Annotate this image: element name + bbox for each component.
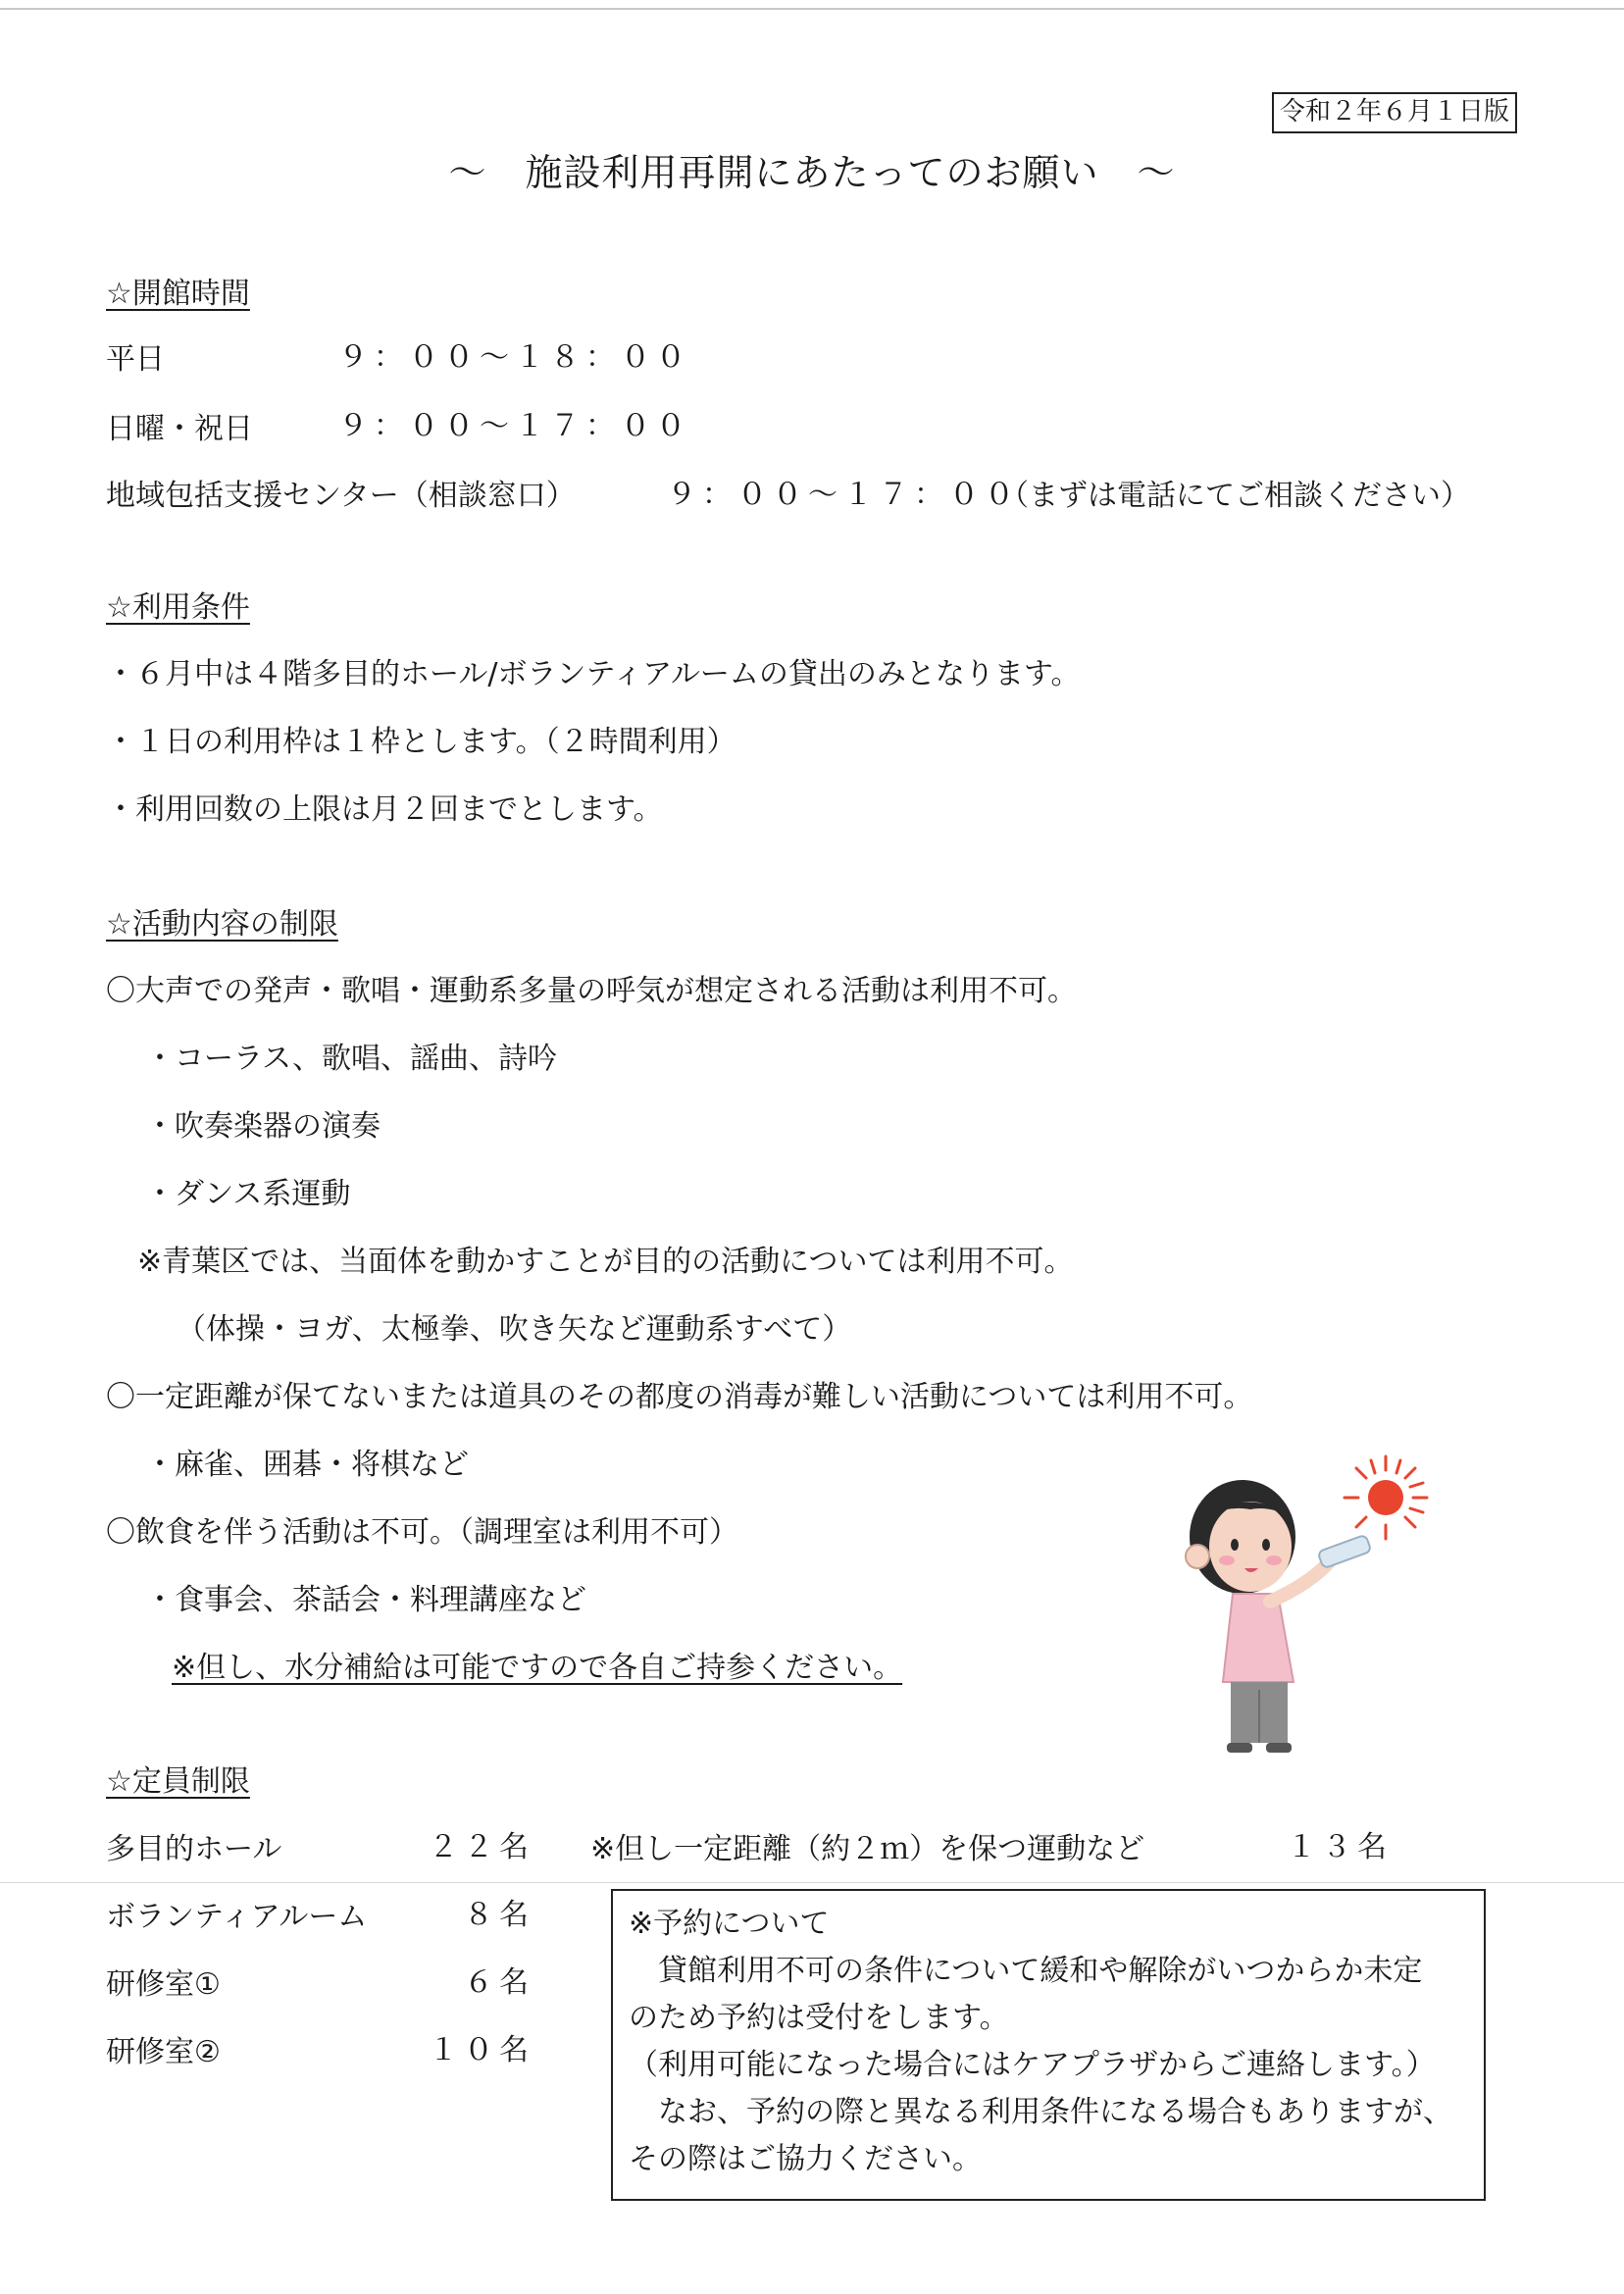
restriction-line: ・麻雀、囲碁・将棋など — [145, 1448, 469, 1482]
restriction-line: 〇大声での発声・歌唱・運動系多量の呼気が想定される活動は利用不可。 — [106, 974, 1077, 1008]
conditions-heading: ☆利用条件 — [106, 590, 250, 625]
water-note: ※但し、水分補給は可能ですので各自ご持参ください。 — [172, 1651, 903, 1685]
restriction-line: 〇飲食を伴う活動は不可。（調理室は利用不可） — [106, 1515, 738, 1550]
woman-figure — [1186, 1480, 1372, 1753]
restriction-line: ・コーラス、歌唱、謡曲、詩吟 — [145, 1042, 557, 1076]
restriction-line: （体操・ヨガ、太極拳、吹き矢など運動系すべて） — [177, 1312, 852, 1347]
condition-item: ・利用回数の上限は月２回までとします。 — [106, 792, 663, 827]
restriction-line: ・吹奏楽器の演奏 — [145, 1109, 381, 1144]
reservation-line: なお、予約の際と異なる利用条件になる場合もありますが、 — [629, 2095, 1452, 2129]
scan-fold-line — [0, 1882, 1624, 1883]
weekday-time: ９：００～１８：００ — [338, 340, 691, 375]
holiday-label: 日曜・祝日 — [106, 412, 253, 446]
condition-item: ・１日の利用枠は１枠とします。（２時間利用） — [106, 725, 736, 759]
restriction-line: ※青葉区では、当面体を動かすことが目的の活動については利用不可。 — [137, 1245, 1074, 1279]
center-time: ９：００～１７：００ — [667, 478, 1020, 512]
holiday-time: ９：００～１７：００ — [338, 409, 691, 443]
reservation-line: その際はご協力ください。 — [629, 2142, 982, 2176]
page-title: ～ 施設利用再開にあたってのお願い ～ — [448, 151, 1176, 194]
restrictions-heading: ☆活動内容の制限 — [106, 907, 338, 942]
reservation-notice — [611, 1889, 1486, 2201]
capacity-room: ボランティアルーム — [106, 1900, 368, 1934]
center-note: （まずは電話にてご相談ください） — [999, 479, 1470, 513]
restriction-line: ・食事会、茶話会・料理講座など — [145, 1583, 586, 1617]
woman-drinking-water-sun-icon — [1172, 1437, 1456, 1775]
version-badge: 令和２年６月１日版 — [1272, 92, 1517, 133]
capacity-count: ８名 — [464, 1898, 534, 1932]
sun-icon — [1345, 1456, 1427, 1539]
capacity-count: １０名 — [429, 2033, 534, 2067]
capacity-room: 研修室② — [106, 2035, 221, 2069]
reservation-line: （利用可能になった場合にはケアプラザからご連絡します。） — [629, 2048, 1436, 2082]
weekday-label: 平日 — [106, 342, 165, 377]
reservation-line: ※予約について — [629, 1907, 830, 1941]
capacity-heading: ☆定員制限 — [106, 1764, 250, 1799]
restriction-line: ・ダンス系運動 — [145, 1177, 351, 1211]
restriction-line: 〇一定距離が保てないまたは道具のその都度の消毒が難しい活動については利用不可。 — [106, 1380, 1253, 1414]
hall-exercise-note: ※但し一定距離（約２ｍ）を保つ運動など — [590, 1832, 1145, 1866]
capacity-count: ６名 — [464, 1965, 534, 2000]
reservation-line: 貸館利用不可の条件について緩和や解除がいつからか未定 — [629, 1954, 1423, 1988]
hours-heading: ☆開館時間 — [106, 277, 250, 311]
center-label: 地域包括支援センター（相談窓口） — [106, 479, 576, 513]
hall-exercise-count: １３名 — [1287, 1830, 1393, 1864]
capacity-room: 多目的ホール — [106, 1832, 282, 1866]
scan-edge-top — [0, 8, 1624, 10]
capacity-count: ２２名 — [429, 1830, 534, 1864]
reservation-line: のため予約は受付をします。 — [629, 2001, 1009, 2035]
capacity-room: 研修室① — [106, 1967, 221, 2002]
condition-item: ・６月中は４階多目的ホール/ボランティアルームの貸出のみとなります。 — [106, 657, 1081, 691]
